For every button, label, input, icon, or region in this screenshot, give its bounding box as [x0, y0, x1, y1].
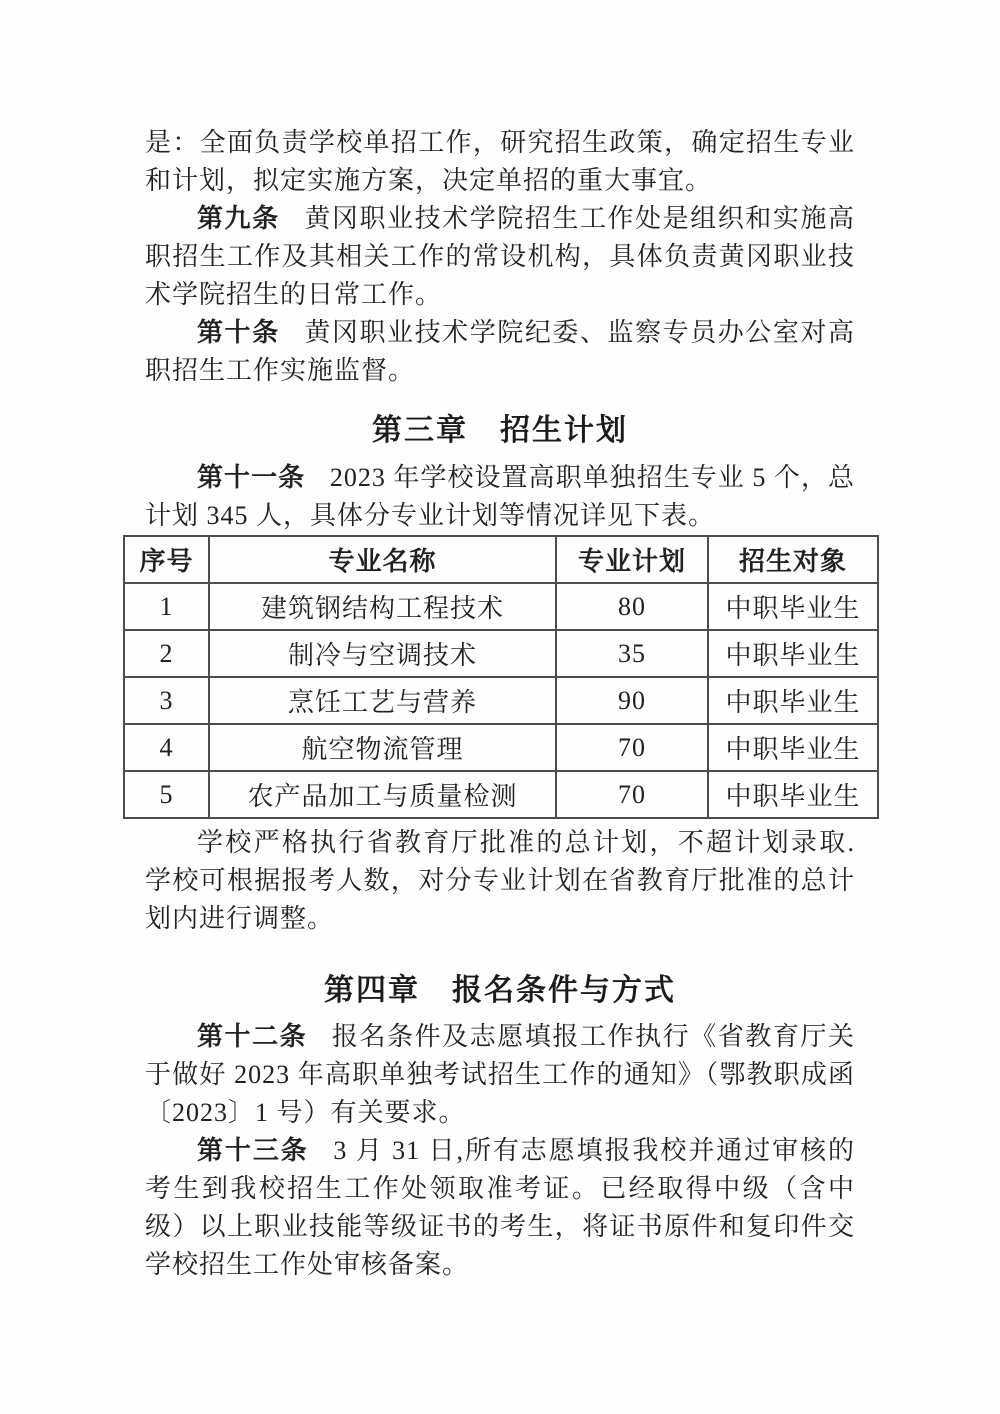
cell-major-plan: 70	[556, 771, 708, 818]
article-9-text: 黄冈职业技术学院招生工作处是组织和实施高职招生工作及其相关工作的常设机构，具体负责黄冈职业技术学院招生的日常工作。	[145, 204, 855, 309]
chapter-3-heading: 第三章 招生计划	[372, 414, 628, 447]
col-header-major-plan: 专业计划	[556, 536, 708, 583]
cell-major-name: 航空物流管理	[209, 724, 556, 771]
article-12-paragraph	[145, 1018, 855, 1132]
table-row	[124, 771, 878, 818]
cell-major-name: 烹饪工艺与营养	[209, 677, 556, 724]
article-10-text: 黄冈职业技术学院纪委、监察专员办公室对高职招生工作实施监督。	[145, 318, 855, 385]
col-header-target: 招生对象	[708, 536, 878, 583]
cell-major-name: 农产品加工与质量检测	[209, 771, 556, 818]
table-header-row	[124, 536, 878, 583]
cell-target: 中职毕业生	[708, 771, 878, 818]
cell-major-name: 制冷与空调技术	[209, 630, 556, 677]
col-header-major-name: 专业名称	[209, 536, 556, 583]
cell-major-plan: 70	[556, 724, 708, 771]
article-11-paragraph	[145, 459, 855, 535]
cell-major-plan: 80	[556, 583, 708, 630]
enrollment-plan-table	[123, 535, 879, 819]
article-9-paragraph	[145, 200, 855, 314]
cell-serial: 2	[124, 630, 209, 677]
cell-serial: 5	[124, 771, 209, 818]
cell-major-name: 建筑钢结构工程技术	[209, 583, 556, 630]
cell-major-plan: 35	[556, 630, 708, 677]
para-intro-continuation: 是：全面负责学校单招工作，研究招生政策，确定招生专业和计划，拟定实施方案，决定单招的重大事宜。	[145, 128, 855, 195]
para-after-table: 学校严格执行省教育厅批准的总计划，不超计划录取. 学校可根据报考人数，对分专业计划在省教育厅批准的总计划内进行调整。	[145, 828, 855, 933]
article-12-label: 第十二条	[197, 1022, 308, 1051]
col-header-serial: 序号	[124, 536, 209, 583]
cell-target: 中职毕业生	[708, 724, 878, 771]
table-row	[124, 583, 878, 630]
table-row	[124, 724, 878, 771]
article-12-text: 报名条件及志愿填报工作执行《省教育厅关于做好 2023 年高职单独考试招生工作的通知》（鄂教职成函〔2023〕1 号）有关要求。	[145, 1022, 855, 1127]
table-row	[124, 677, 878, 724]
cell-serial: 1	[124, 583, 209, 630]
article-10-label: 第十条	[197, 318, 280, 347]
cell-target: 中职毕业生	[708, 677, 878, 724]
chapter-4-heading: 第四章 报名条件与方式	[324, 974, 676, 1007]
cell-major-plan: 90	[556, 677, 708, 724]
cell-serial: 3	[124, 677, 209, 724]
table-row	[124, 630, 878, 677]
article-11-text: 2023 年学校设置高职单独招生专业 5 个，总计划 345 人，具体分专业计划等情况详见下表。	[145, 463, 855, 530]
cell-serial: 4	[124, 724, 209, 771]
cell-target: 中职毕业生	[708, 583, 878, 630]
article-13-label: 第十三条	[197, 1136, 309, 1165]
article-13-text: 3 月 31 日,所有志愿填报我校并通过审核的考生到我校招生工作处领取准考证。已经取得中级（含中级）以上职业技能等级证书的考生，将证书原件和复印件交学校招生工作处审核备案。	[145, 1136, 855, 1279]
article-13-paragraph	[145, 1132, 855, 1284]
cell-target: 中职毕业生	[708, 630, 878, 677]
article-11-label: 第十一条	[197, 463, 306, 492]
article-10-paragraph	[145, 314, 855, 390]
article-9-label: 第九条	[197, 204, 280, 233]
